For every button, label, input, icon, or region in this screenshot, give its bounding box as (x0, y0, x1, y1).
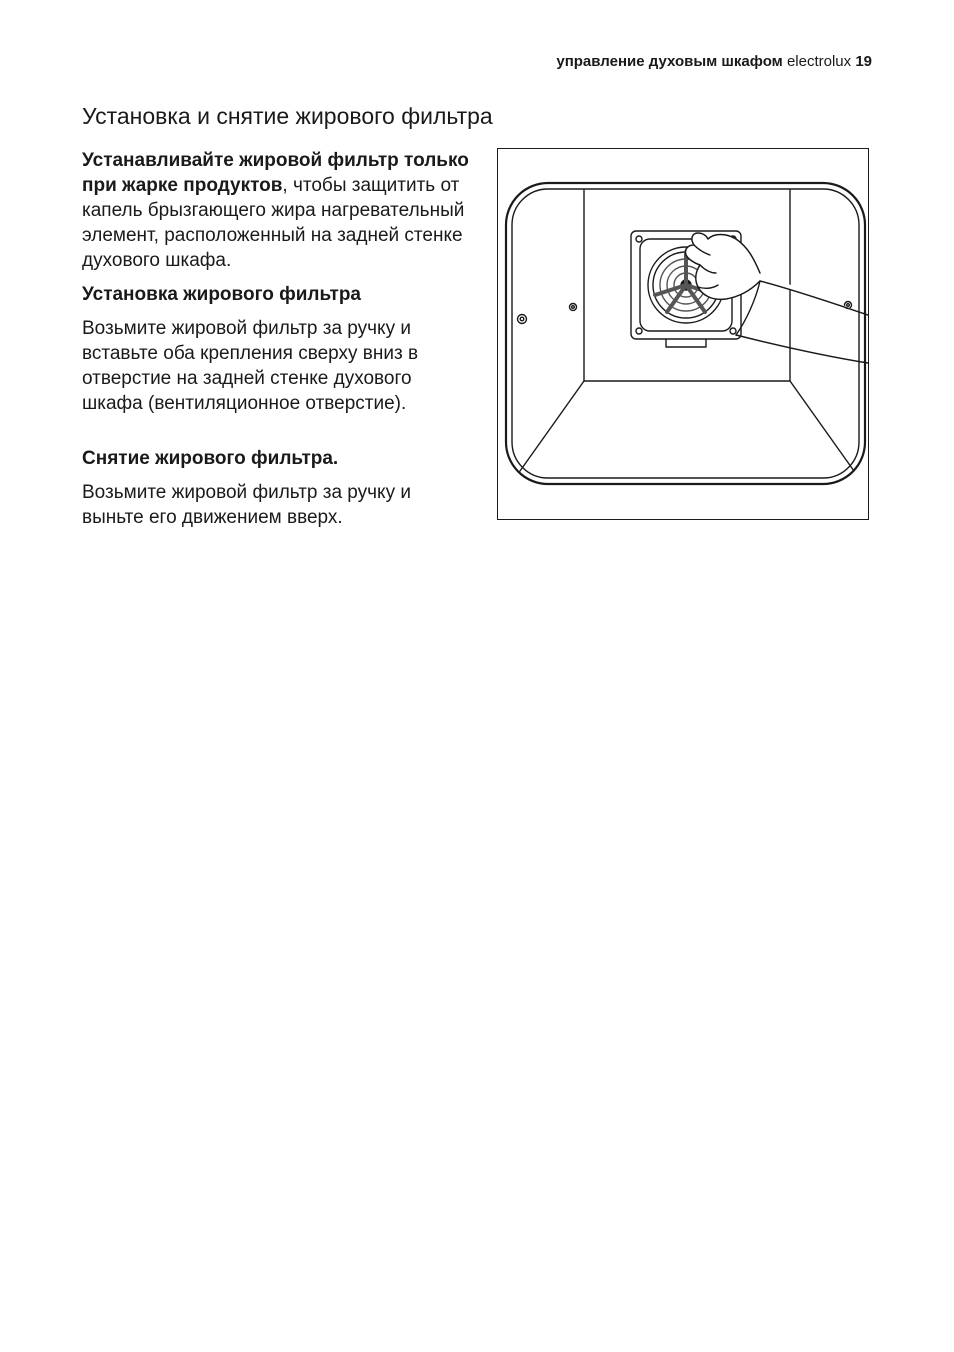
oven-illustration (497, 148, 869, 520)
oven-grease-filter-icon (498, 149, 868, 519)
brand-name: electrolux (786, 53, 852, 70)
intro-paragraph (82, 148, 477, 273)
intro-text: , чтобы защитить от капель брызгающего жира нагревательный элемент, расположенный на задней стенке духового шкафа. (82, 175, 465, 271)
page-title: Установка и снятие жирового фильтра (82, 103, 493, 129)
remove-body: Возьмите жировой фильтр за ручку и выньте его движением вверх. (82, 482, 411, 528)
running-header (556, 53, 872, 70)
text-column (82, 148, 477, 530)
install-heading: Установка жирового фильтра (82, 284, 361, 305)
remove-heading: Снятие жирового фильтра. (82, 448, 339, 469)
intro-bold: Устанавливайте жировой фильтр только при жарке продуктов (82, 150, 469, 196)
page-number: 19 (855, 53, 872, 70)
install-body: Возьмите жировой фильтр за ручку и вставьте оба крепления сверху вниз в отверстие на задней стенке духового шкафа (вентиляционное отверстие). (82, 318, 419, 414)
section-title: управление духовым шкафом (556, 53, 783, 70)
